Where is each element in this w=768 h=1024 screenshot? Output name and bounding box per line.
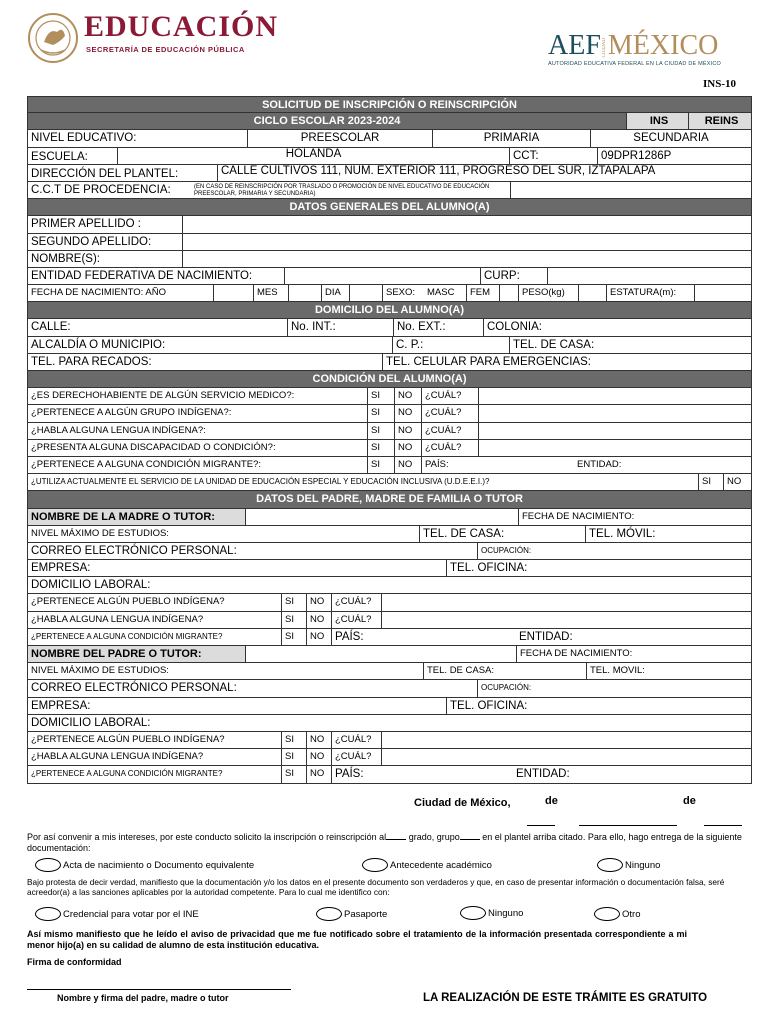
padre-domicilio-label: DOMICILIO LABORAL: [31, 716, 151, 729]
madre-pais: PAÍS: [335, 630, 364, 643]
padre-correo-row [27, 680, 752, 697]
condicion-section-title: CONDICIÓN DEL ALUMNO(A) [27, 371, 752, 388]
fecha-nac-label: FECHA DE NACIMIENTO: AÑO [28, 285, 214, 301]
pasaporte-oval[interactable] [316, 907, 342, 921]
signature-caption: Nombre y firma del padre, madre o tutor [57, 993, 229, 1003]
tel-casa-label: TEL. DE CASA: [513, 338, 595, 351]
entidad-row [27, 268, 752, 285]
q3-field[interactable] [479, 423, 751, 439]
condicion-q1-row [27, 388, 752, 405]
madre-pueblo-row [27, 594, 752, 611]
nombres-field[interactable] [183, 251, 751, 267]
cct-procedencia-row [27, 182, 752, 199]
preescolar-option[interactable]: PREESCOLAR [248, 130, 433, 146]
madre-lengua-no[interactable]: NO [307, 612, 332, 628]
ine-option[interactable]: Credencial para votar por el INE [35, 907, 199, 921]
escuela-value[interactable]: HOLANDA [118, 148, 510, 164]
padre-pais: PAÍS: [335, 768, 364, 781]
colonia-label: COLONIA: [487, 321, 542, 334]
madre-domicilio-row [27, 577, 752, 594]
q5-si[interactable]: SI [368, 457, 395, 473]
madre-migrante-label: ¿PERTENECE A ALGUNA CONDICIÓN MIGRANTE? [28, 629, 282, 645]
segundo-apellido-label: SEGUNDO APELLIDO: [28, 234, 183, 250]
cct-procedencia-label: C.C.T DE PROCEDENCIA: [31, 183, 171, 196]
ninguno-doc-oval[interactable] [597, 858, 623, 872]
madre-correo-row [27, 543, 752, 560]
form-code: INS-10 [703, 78, 737, 90]
madre-lengua-label: ¿HABLA ALGUNA LENGUA INDÍGENA? [28, 612, 282, 628]
madre-pueblo-cual: ¿CUÁL? [332, 594, 382, 610]
q4-field[interactable] [479, 440, 751, 456]
direccion-row [27, 165, 752, 182]
padre-empresa-row [27, 698, 752, 715]
tel-recados-label: TEL. PARA RECADOS: [28, 354, 383, 370]
pasaporte-option[interactable]: Pasaporte [316, 907, 387, 921]
q2-field[interactable] [479, 405, 751, 421]
peso-label: PESO(kg) [519, 285, 579, 301]
acta-option[interactable]: Acta de nacimiento o Documento equivalente [35, 858, 254, 872]
madre-nivel-row [27, 526, 752, 543]
aef-logo [548, 30, 718, 62]
cct-procedencia-value[interactable] [511, 182, 751, 198]
signature-line[interactable] [27, 989, 291, 990]
direccion-label: DIRECCIÓN DEL PLANTEL: [28, 165, 218, 181]
q3-cual: ¿CUÁL? [422, 423, 479, 439]
madre-tel-casa: TEL. DE CASA: [420, 526, 586, 542]
padre-ocupacion: OCUPACIÓN: [481, 683, 532, 693]
padre-lengua-si[interactable]: SI [282, 749, 307, 765]
date-de-2: de [683, 795, 696, 807]
reins-option[interactable]: REINS [689, 113, 751, 129]
fem-option[interactable]: FEM [467, 285, 500, 301]
segundo-apellido-field[interactable] [183, 234, 751, 250]
madre-pueblo-field[interactable] [382, 594, 751, 610]
mexico-text: MÉXICO [607, 30, 719, 61]
primaria-option[interactable]: PRIMARIA [433, 130, 591, 146]
q4-label: ¿PRESENTA ALGUNA DISCAPACIDAD O CONDICIÓN?: [28, 440, 368, 456]
padre-pueblo-no[interactable]: NO [307, 732, 332, 748]
no-int-label: No. INT.: [288, 319, 394, 335]
ninguno-id-option[interactable]: Ninguno [460, 906, 523, 920]
nombres-row [27, 251, 752, 268]
padre-row [27, 646, 752, 663]
madre-row [27, 509, 752, 526]
mexico-coat-of-arms-logo [27, 12, 79, 64]
estatura-label: ESTATURA(m): [607, 285, 695, 301]
masc-option[interactable]: MASC [424, 285, 467, 301]
year-line[interactable] [704, 825, 742, 826]
condicion-q4-row [27, 440, 752, 457]
q1-no[interactable]: NO [395, 388, 422, 404]
escuela-label: ESCUELA: [28, 148, 118, 164]
padre-tel-casa: TEL. DE CASA: [424, 663, 587, 679]
madre-tel-oficina: TEL. OFICINA: [450, 562, 528, 575]
q5-pais: PAÍS: [425, 458, 449, 470]
q5-label: ¿PERTENECE A ALGUNA CONDICIÓN MIGRANTE?: [28, 457, 368, 473]
sexo-label: SEXO: [386, 287, 416, 299]
padre-migrante-si[interactable]: SI [282, 766, 307, 782]
calle-label: CALLE: [28, 319, 288, 335]
ninguno-doc-option[interactable]: Ninguno [597, 858, 660, 872]
madre-lengua-row [27, 612, 752, 629]
estatura-field[interactable] [695, 285, 751, 301]
tutor-section-title: DATOS DEL PADRE, MADRE DE FAMILIA O TUTOR [27, 491, 752, 508]
padre-pueblo-si[interactable]: SI [282, 732, 307, 748]
cct-procedencia-note: (EN CASO DE REINSCRIPCIÓN POR TRASLADO O PROMOCIÓN DE NIVEL EDUCATIVO DE EDUCACIÓN PREESCOLAR, PRIMARIA Y SECUNDARIA) [191, 182, 511, 198]
no-ext-label: No. EXT.: [394, 319, 484, 335]
padre-pueblo-cual: ¿CUÁL? [332, 732, 382, 748]
q2-no[interactable]: NO [395, 405, 422, 421]
q3-no[interactable]: NO [395, 423, 422, 439]
madre-empresa-label: EMPRESA: [28, 560, 447, 576]
ciudad-label: Ciudad de México, [414, 797, 511, 809]
acta-oval[interactable] [35, 858, 61, 872]
month-line[interactable] [579, 825, 677, 826]
madre-domicilio-label: DOMICILIO LABORAL: [31, 579, 151, 592]
madre-pueblo-no[interactable]: NO [307, 594, 332, 610]
ine-oval[interactable] [35, 907, 61, 921]
ninguno-id-oval[interactable] [460, 906, 486, 920]
otro-option[interactable]: Otro [594, 907, 640, 921]
cp-label: C. P.: [393, 337, 510, 353]
otro-oval[interactable] [594, 907, 620, 921]
madre-migrante-row [27, 629, 752, 646]
sexo-field[interactable] [500, 285, 519, 301]
protest-paragraph: Bajo protesta de decir verdad, manifiesto que la documentación y/o los datos en el presente documento son verdaderos y que, en caso de presentar información o documentación falsa, seré acreedor(a) a las sanciones aplicables por la autoridad competente. Para lo cual me identifico con: [27, 877, 725, 897]
q3-si[interactable]: SI [368, 423, 395, 439]
padre-entidad: ENTIDAD: [516, 768, 570, 781]
segundo-apellido-row [27, 234, 752, 251]
madre-pueblo-si[interactable]: SI [282, 594, 307, 610]
antecedente-oval[interactable] [362, 858, 388, 872]
madre-tel-movil: TEL. MÓVIL: [589, 527, 656, 540]
q5-entidad: ENTIDAD: [577, 458, 622, 470]
sep-title: EDUCACIÓN [84, 10, 279, 43]
ins-option[interactable]: INS [627, 113, 689, 129]
q2-label: ¿PERTENECE A ALGÚN GRUPO INDÍGENA?: [28, 405, 368, 421]
padre-tel-movil: TEL. MOVIL: [590, 665, 645, 677]
madre-migrante-no[interactable]: NO [307, 629, 332, 645]
escuela-row [27, 148, 752, 165]
anio-field[interactable] [214, 285, 254, 301]
madre-ocupacion: OCUPACIÓN: [481, 545, 532, 555]
padre-label: NOMBRE DEL PADRE O TUTOR: [28, 646, 246, 662]
firma-label: Firma de conformidad [27, 957, 122, 967]
madre-lengua-si[interactable]: SI [282, 612, 307, 628]
direccion-value[interactable]: CALLE CULTIVOS 111, NUM. EXTERIOR 111, PROGRESO DEL SUR, IZTAPALAPA [221, 164, 656, 177]
mes-label: MES [254, 285, 289, 301]
condicion-q3-row [27, 423, 752, 440]
q4-no[interactable]: NO [395, 440, 422, 456]
sep-subtitle: SECRETARÍA DE EDUCACIÓN PÚBLICA [86, 45, 245, 54]
q5-no[interactable]: NO [395, 457, 422, 473]
alcaldia-label: ALCALDÍA O MUNICIPIO: [28, 337, 393, 353]
madre-lengua-cual: ¿CUÁL? [332, 612, 382, 628]
madre-field[interactable] [246, 509, 519, 525]
q2-si[interactable]: SI [368, 405, 395, 421]
padre-migrante-row [27, 766, 752, 783]
mes-field[interactable] [289, 285, 322, 301]
nombres-label: NOMBRE(S): [28, 251, 183, 267]
alumno-section-title: DATOS GENERALES DEL ALUMNO(A) [27, 199, 752, 216]
padre-domicilio-row [27, 715, 752, 732]
school-cycle: CICLO ESCOLAR 2023-2024 [28, 113, 627, 129]
padre-fecha-nac: FECHA DE NACIMIENTO: [520, 648, 633, 659]
q1-cual: ¿CUÁL? [422, 388, 479, 404]
alcaldia-row [27, 337, 752, 354]
madre-fecha-nac: FECHA DE NACIMIENTO: [522, 510, 635, 522]
peso-field[interactable] [579, 285, 607, 301]
dia-label: DIA [322, 285, 350, 301]
antecedente-option[interactable]: Antecedente académico [362, 858, 492, 872]
padre-tel-oficina: TEL. OFICINA: [450, 699, 528, 712]
condicion-q2-row [27, 405, 752, 422]
nivel-label: NIVEL EDUCATIVO: [28, 130, 248, 146]
aef-text: AEF [548, 30, 601, 61]
q6-label: ¿UTILIZA ACTUALMENTE EL SERVICIO DE LA UNIDAD DE EDUCACIÓN ESPECIAL Y EDUCACIÓN INCLUSIVA (U.D.E.E.I.)? [28, 474, 699, 490]
padre-lengua-row [27, 749, 752, 766]
registration-form [27, 96, 752, 784]
q1-label: ¿ES DERECHOHABIENTE DE ALGÚN SERVICIO MEDICO?: [28, 388, 368, 404]
curp-field[interactable] [548, 268, 751, 284]
padre-correo-label: CORREO ELECTRÓNICO PERSONAL: [28, 680, 478, 696]
madre-entidad: ENTIDAD: [519, 630, 573, 643]
privacy-notice: Así mismo manifiesto que he leído el aviso de privacidad que me fue notificado sobre el tratamiento de la información presentada correspondiente a mi menor hijo(a) en su calidad de alumno de esta institución educativa. [27, 929, 687, 950]
condicion-q6-row [27, 474, 752, 491]
padre-lengua-field[interactable] [382, 749, 751, 765]
form-title: SOLICITUD DE INSCRIPCIÓN O REINSCRIPCIÓN [27, 96, 752, 113]
padre-pueblo-row [27, 732, 752, 749]
cct-label: CCT: [510, 148, 598, 164]
secundaria-option[interactable]: SECUNDARIA [633, 132, 709, 145]
day-line[interactable] [527, 825, 555, 826]
madre-correo-label: CORREO ELECTRÓNICO PERSONAL: [28, 543, 478, 559]
q4-cual: ¿CUÁL? [422, 440, 479, 456]
padre-nivel-row [27, 663, 752, 680]
q3-label: ¿HABLA ALGUNA LENGUA INDÍGENA?: [28, 423, 368, 439]
request-paragraph: Por así convenir a mis intereses, por este conducto solicito la inscripción o reinscripción al grado, grupo en el plantel arriba citado. Para ello, hago entrega de la siguiente documentación: [27, 832, 742, 853]
tel-celular-label: TEL. CELULAR PARA EMERGENCIAS: [386, 355, 591, 368]
madre-pueblo-label: ¿PERTENECE ALGÚN PUEBLO INDÍGENA? [28, 594, 282, 610]
q6-no[interactable]: NO [727, 476, 742, 488]
padre-lengua-cual: ¿CUÁL? [332, 749, 382, 765]
q2-cual: ¿CUÁL? [422, 405, 479, 421]
padre-migrante-label: ¿PERTENECE A ALGUNA CONDICIÓN MIGRANTE? [28, 766, 282, 782]
padre-pueblo-label: ¿PERTENECE ALGÚN PUEBLO INDÍGENA? [28, 732, 282, 748]
entidad-nac-label: ENTIDAD FEDERATIVA DE NACIMIENTO: [28, 268, 285, 284]
free-procedure-notice: LA REALIZACIÓN DE ESTE TRÁMITE ES GRATUITO [423, 992, 708, 1004]
primer-apellido-label: PRIMER APELLIDO : [28, 216, 183, 232]
cycle-row [27, 113, 752, 130]
tel-recados-row [27, 354, 752, 371]
padre-empresa-label: EMPRESA: [28, 698, 447, 714]
fecha-nac-row [27, 285, 752, 302]
domicilio-section-title: DOMICILIO DEL ALUMNO(A) [27, 302, 752, 319]
q6-si[interactable]: SI [699, 474, 724, 490]
padre-field[interactable] [246, 646, 517, 662]
padre-migrante-no[interactable]: NO [307, 766, 332, 782]
q1-field[interactable] [479, 388, 751, 404]
primer-apellido-row [27, 216, 752, 233]
padre-pueblo-field[interactable] [382, 732, 751, 748]
calle-row [27, 319, 752, 336]
madre-migrante-si[interactable]: SI [282, 629, 307, 645]
padre-lengua-no[interactable]: NO [307, 749, 332, 765]
condicion-q5-row [27, 457, 752, 474]
madre-lengua-field[interactable] [382, 612, 751, 628]
q1-si[interactable]: SI [368, 388, 395, 404]
padre-nivel-label: NIVEL MÁXIMO DE ESTUDIOS: [28, 663, 424, 679]
dia-field[interactable] [350, 285, 383, 301]
date-de-1: de [545, 795, 558, 807]
cct-value[interactable]: 09DPR1286P [601, 149, 672, 162]
curp-label: CURP: [481, 268, 548, 284]
q4-si[interactable]: SI [368, 440, 395, 456]
padre-lengua-label: ¿HABLA ALGUNA LENGUA INDÍGENA? [28, 749, 282, 765]
aef-subtitle: AUTORIDAD EDUCATIVA FEDERAL EN LA CIUDAD DE MÉXICO [548, 61, 721, 67]
primer-apellido-field[interactable] [183, 216, 751, 232]
madre-label: NOMBRE DE LA MADRE O TUTOR: [28, 509, 246, 525]
aef-small-text: CIUDAD [601, 37, 607, 58]
entidad-nac-field[interactable] [285, 268, 481, 284]
madre-empresa-row [27, 560, 752, 577]
madre-nivel-label: NIVEL MÁXIMO DE ESTUDIOS: [28, 526, 420, 542]
nivel-row [27, 130, 752, 147]
